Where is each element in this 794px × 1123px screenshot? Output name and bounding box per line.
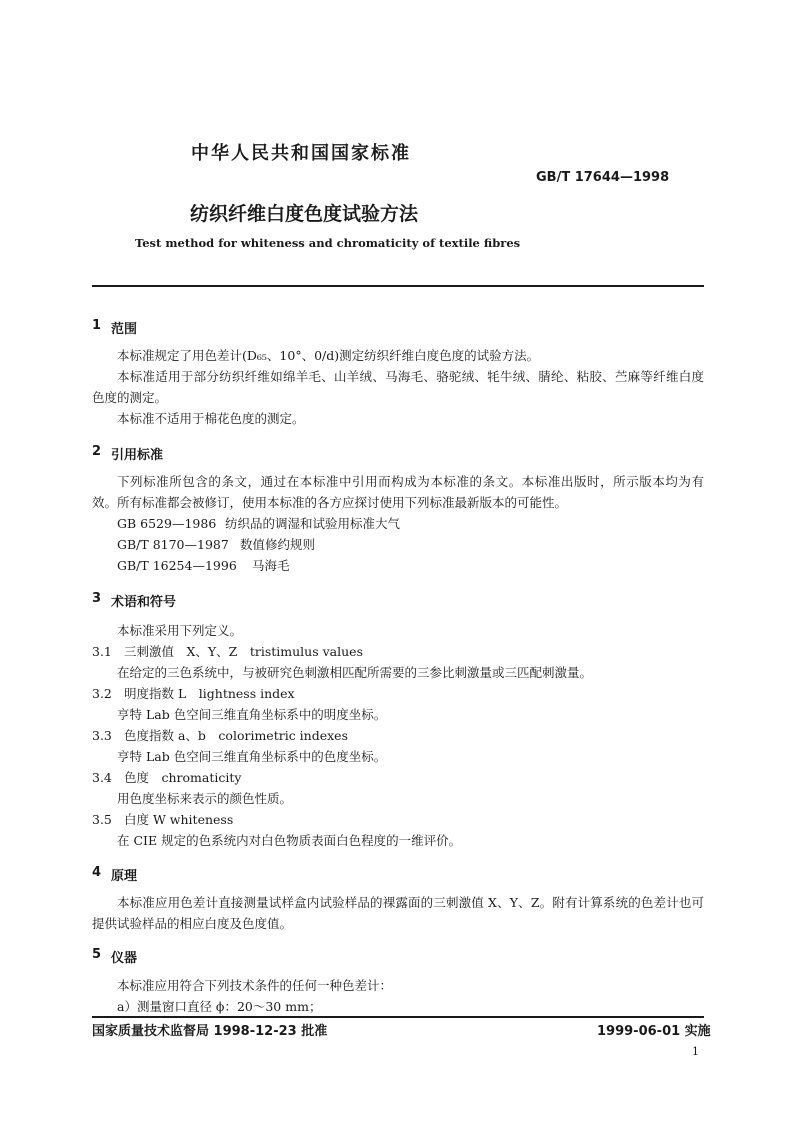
clause-term: 白度 W whiteness <box>124 812 234 827</box>
clause-number: 3.3 <box>92 728 112 743</box>
section-5-item-a: a）测量窗口直径 ϕ：20～30 mm； <box>117 999 322 1014</box>
clause-definition: 亨特 Lab 色空间三维直角坐标系中的明度坐标。 <box>117 707 387 722</box>
section-2-title: 引用标准 <box>111 448 164 463</box>
clause-term: 三刺激值 X、Y、Z tristimulus values <box>124 644 363 659</box>
document-title-english: Test method for whiteness and chromaticity of textile fibres <box>135 236 521 250</box>
section-3-paragraph-1: 本标准采用下列定义。 <box>117 623 243 638</box>
section-2-paragraph-1: 下列标准所包含的条文，通过在本标准中引用而构成为本标准的条文。本标准出版时，所示版本均为有效。所有标准都会被修订，使用本标准的各方应探讨使用下列标准最新版本的可能性。 <box>92 474 704 510</box>
clause-number: 3.5 <box>92 812 112 827</box>
section-3-title: 术语和符号 <box>111 595 177 610</box>
clause-term: 色度指数 a、b colorimetric indexes <box>124 728 348 743</box>
clause-number: 3.2 <box>92 686 112 701</box>
standard-code: GB/T 17644—1998 <box>536 170 670 185</box>
document-title: 纺织纤维白度色度试验方法 <box>190 203 419 225</box>
section-4-paragraph-1: 本标准应用色差计直接测量试样盒内试验样品的裸露面的三刺激值 X、Y、Z。附有计算系统的色差计也可提供试验样品的相应白度及色度值。 <box>92 895 704 931</box>
section-1-paragraph-1: 本标准规定了用色差计(D₆₅、10°、0/d)测定纺织纤维白度色度的试验方法。 <box>117 348 540 363</box>
clause-definition: 用色度坐标来表示的颜色性质。 <box>117 791 293 806</box>
section-4-number: 4 <box>92 865 102 880</box>
footer-divider <box>92 1016 704 1018</box>
clause-number: 3.1 <box>92 644 112 659</box>
section-1-title: 范围 <box>111 322 138 337</box>
section-3-number: 3 <box>92 591 102 606</box>
section-5-title: 仪器 <box>111 951 138 966</box>
section-5-number: 5 <box>92 947 102 962</box>
clause-term: 明度指数 L lightness index <box>124 686 295 701</box>
clause-number: 3.4 <box>92 770 112 785</box>
section-1-number: 1 <box>92 318 102 333</box>
clause-definition: 在 CIE 规定的色系统内对白色物质表面白色程度的一维评价。 <box>117 833 462 848</box>
clause-term: 色度 chromaticity <box>124 770 242 785</box>
clause-definition: 亨特 Lab 色空间三维直角坐标系中的色度坐标。 <box>117 749 387 764</box>
issuer-approval: 国家质量技术监督局 1998-12-23 批准 <box>92 1024 328 1039</box>
reference-name: 纺织品的调湿和试验用标准大气 <box>225 516 401 531</box>
section-2-number: 2 <box>92 444 102 459</box>
header-divider <box>92 285 704 287</box>
section-1-paragraph-3: 本标准不适用于棉花色度的测定。 <box>117 411 305 426</box>
section-1-paragraph-2: 本标准适用于部分纺织纤维如绵羊毛、山羊绒、马海毛、骆驼绒、牦牛绒、腈纶、粘胶、苎麻等纤维白度色度的测定。 <box>92 369 704 405</box>
reference-name: 马海毛 <box>252 558 290 573</box>
section-4-title: 原理 <box>111 869 138 884</box>
effective-date: 1999-06-01 实施 <box>597 1024 711 1039</box>
reference-code: GB 6529—1986 <box>117 516 217 531</box>
reference-code: GB/T 16254—1996 <box>117 558 237 573</box>
clause-definition: 在给定的三色系统中，与被研究色刺激相匹配所需要的三参比刺激量或三匹配刺激量。 <box>117 665 593 680</box>
issuing-country-standard: 中华人民共和国国家标准 <box>191 143 411 164</box>
section-5-paragraph-1: 本标准应用符合下列技术条件的任何一种色差计： <box>117 978 393 993</box>
reference-code: GB/T 8170—1987 <box>117 537 229 552</box>
reference-name: 数值修约规则 <box>240 537 316 552</box>
page-number: 1 <box>692 1045 699 1058</box>
